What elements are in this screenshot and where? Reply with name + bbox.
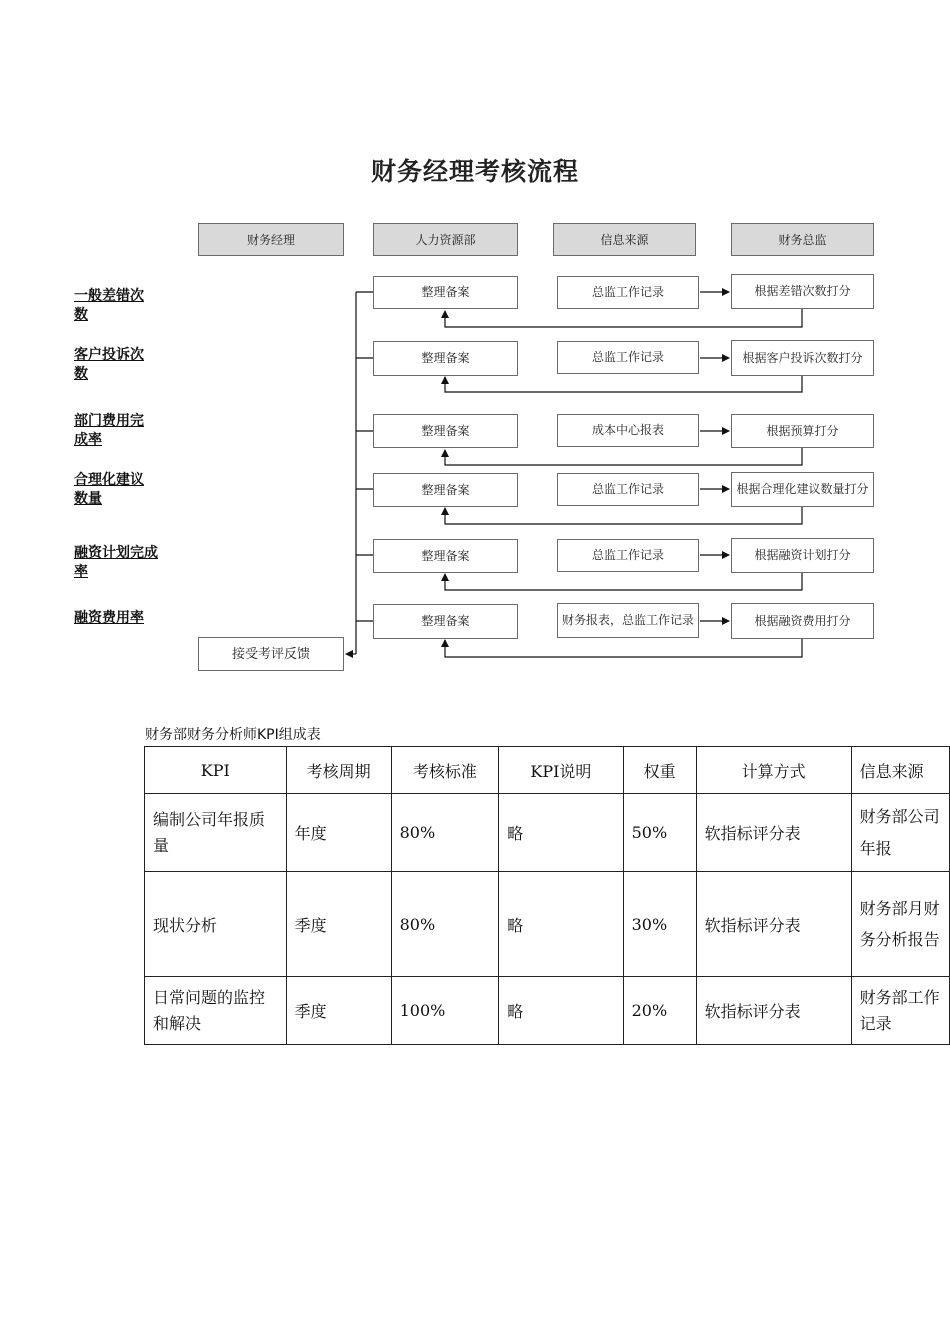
source-box: 总监工作记录 [557,473,699,506]
cell-method: 软指标评分表 [696,977,851,1045]
table-row [145,872,950,977]
column-header-hr: 人力资源部 [373,223,518,256]
column-header-cfo: 财务总监 [731,223,874,256]
record-box: 整理备案 [373,473,518,507]
metric-label-suggestions: 合理化建议数量 [74,472,144,507]
cell-kpi: 日常问题的监控和解决 [145,977,287,1045]
cell-standard: 80% [391,872,499,977]
feedback-box: 接受考评反馈 [198,637,344,671]
score-box: 根据预算打分 [731,414,874,448]
table-caption: 财务部财务分析师KPI组成表 [145,727,321,743]
metric-label-expense-rate: 部门费用完成率 [74,413,144,448]
header-kpi: KPI [145,747,287,794]
cell-method: 软指标评分表 [696,872,851,977]
source-box: 总监工作记录 [557,539,699,572]
kpi-table [144,746,950,1045]
source-box: 总监工作记录 [557,276,699,309]
score-box: 根据融资计划打分 [731,538,874,573]
cell-period: 季度 [286,977,391,1045]
metric-label-error-count: 一般差错次数 [74,288,144,323]
record-box: 整理备案 [373,604,518,639]
source-box: 成本中心报表 [557,414,699,447]
header-source: 信息来源 [851,747,949,794]
table-row [145,794,950,872]
cell-description: 略 [499,794,623,872]
cell-kpi: 编制公司年报质量 [145,794,287,872]
source-box: 总监工作记录 [557,341,699,374]
record-box: 整理备案 [373,414,518,448]
header-method: 计算方式 [696,747,851,794]
column-header-info-source: 信息来源 [553,223,696,256]
metric-label-financing-plan: 融资计划完成率 [74,545,158,580]
header-period: 考核周期 [286,747,391,794]
score-box: 根据客户投诉次数打分 [731,340,874,376]
record-box: 整理备案 [373,539,518,573]
score-box: 根据融资费用打分 [731,603,874,639]
cell-standard: 100% [391,977,499,1045]
cell-weight: 20% [623,977,696,1045]
header-description: KPI说明 [499,747,623,794]
cell-description: 略 [499,872,623,977]
cell-source: 财务部公司年报 [851,794,949,872]
cell-weight: 30% [623,872,696,977]
record-box: 整理备案 [373,341,518,376]
cell-kpi: 现状分析 [145,872,287,977]
flowchart-title: 财务经理考核流程 [370,157,579,186]
table-header-row [145,747,950,794]
cell-period: 年度 [286,794,391,872]
cell-description: 略 [499,977,623,1045]
cell-standard: 80% [391,794,499,872]
table-row [145,977,950,1045]
score-box: 根据合理化建议数量打分 [731,472,874,507]
header-weight: 权重 [623,747,696,794]
column-header-finance-manager: 财务经理 [198,223,344,256]
cell-method: 软指标评分表 [696,794,851,872]
record-box: 整理备案 [373,276,518,309]
score-box: 根据差错次数打分 [731,274,874,309]
cell-weight: 50% [623,794,696,872]
source-box: 财务报表，总监工作记录 [557,603,699,638]
cell-source: 财务部月财务分析报告 [851,872,949,977]
metric-label-financing-cost: 融资费用率 [74,610,144,626]
metric-label-complaint-count: 客户投诉次数 [74,347,144,382]
cell-source: 财务部工作记录 [851,977,949,1045]
cell-period: 季度 [286,872,391,977]
header-standard: 考核标准 [391,747,499,794]
